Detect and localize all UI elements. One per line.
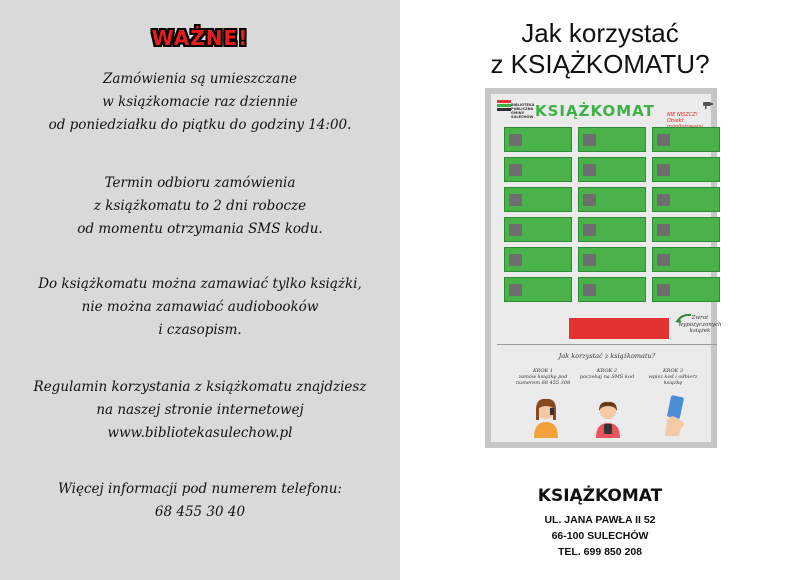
library-logo-text: BIBLIOTEKA PUBLICZNA GMINY SULECHÓW [511, 103, 535, 119]
locker-lock-icon [657, 254, 670, 266]
locker-lock-icon [583, 254, 596, 266]
website-link[interactable]: www.bibliotekasulechow.pl [107, 425, 293, 441]
locker-column [504, 127, 572, 307]
paragraph-orders [0, 68, 400, 137]
phone-number: 68 455 30 40 [154, 504, 246, 520]
locker-cell [504, 247, 572, 272]
step-title: KROK 3 [662, 368, 684, 374]
title-line: z KSIĄŻKOMATU? [490, 49, 710, 79]
bookmat-illustration [485, 88, 722, 448]
paragraph-line: i czasopism. [158, 322, 242, 338]
locker-lock-icon [657, 224, 670, 236]
locker-lock-icon [509, 164, 522, 176]
locker-cell [578, 157, 646, 182]
divider [497, 344, 717, 345]
paragraph-line: nie można zamawiać audiobooków [81, 299, 319, 315]
locker-cell [578, 187, 646, 212]
paragraph-regulations [0, 376, 400, 445]
locker-lock-icon [509, 134, 522, 146]
paragraph-line: z książkomatu to 2 dni robocze [93, 198, 307, 214]
title-line: Jak korzystać [521, 18, 679, 48]
paragraph-books-only [0, 273, 400, 342]
locker-cell [578, 217, 646, 242]
step-title: KROK 2 [596, 368, 618, 374]
important-heading: WAŻNE! [151, 26, 249, 50]
return-slot [569, 318, 669, 339]
address-city: 66-100 SULECHÓW [551, 530, 649, 542]
paragraph-line: od momentu otrzymania SMS kodu. [77, 221, 323, 237]
locker-lock-icon [657, 164, 670, 176]
locker-lock-icon [657, 194, 670, 206]
paragraph-pickup [0, 172, 400, 241]
woman-phone-icon [529, 394, 563, 438]
locker-lock-icon [509, 284, 522, 296]
locker-cell [652, 187, 720, 212]
hand-phone-icon [659, 394, 691, 436]
locker-lock-icon [583, 284, 596, 296]
locker-column [652, 127, 720, 307]
locker-cell [504, 277, 572, 302]
paragraph-line: na naszej stronie internetowej [96, 402, 304, 418]
illustration-panel [400, 0, 800, 580]
locker-cell [504, 127, 572, 152]
return-label: Zwrot wypożyczonych książek [678, 315, 722, 334]
girl-phone-icon [593, 396, 623, 438]
bookmat-brand: KSIĄŻKOMAT [535, 102, 655, 120]
locker-cell [652, 157, 720, 182]
step-1 [513, 368, 573, 386]
how-to-title: Jak korzystać z książkomatu? [558, 352, 656, 360]
step-text: wpisz kod i odbierz książkę [648, 374, 698, 386]
paragraph-line: w książkomacie raz dziennie [102, 94, 298, 110]
warning-label: NIE NISZCZ! Obiekt [667, 112, 698, 124]
bookmat-front [491, 94, 722, 442]
address-street: UL. JANA PAWŁA II 52 [544, 514, 656, 526]
paragraph-line: Zamówienia są umieszczane [102, 71, 298, 87]
locker-lock-icon [583, 224, 596, 236]
step-text: zamów książkę pod numerem 68 455 308 [515, 374, 571, 386]
locker-cell [652, 127, 720, 152]
locker-lock-icon [509, 224, 522, 236]
paragraph-phone [0, 478, 400, 524]
locker-lock-icon [509, 194, 522, 206]
locker-cell [652, 217, 720, 242]
locker-lock-icon [583, 134, 596, 146]
locker-lock-icon [657, 284, 670, 296]
paragraph-line: Regulamin korzystania z książkomatu znajdziesz [33, 379, 367, 395]
paragraph-line: Więcej informacji pod numerem telefonu: [58, 481, 342, 497]
footer-title: KSIĄŻKOMAT [537, 486, 663, 506]
step-3 [643, 368, 703, 386]
paragraph-line: Do książkomatu można zamawiać tylko książki, [38, 276, 362, 292]
step-title: KROK 1 [532, 368, 554, 374]
locker-cell [652, 277, 720, 302]
step-text: poczekaj na SMS kod [579, 374, 635, 380]
locker-cell [578, 277, 646, 302]
locker-lock-icon [583, 164, 596, 176]
locker-cell [504, 157, 572, 182]
camera-icon [702, 100, 714, 110]
page-title [400, 18, 800, 80]
paragraph-line: Termin odbioru zamówienia [104, 175, 296, 191]
locker-lock-icon [657, 134, 670, 146]
step-2 [577, 368, 637, 380]
locker-cell [504, 217, 572, 242]
locker-cell [578, 127, 646, 152]
locker-cell [578, 247, 646, 272]
address-phone: TEL. 699 850 208 [557, 546, 643, 558]
locker-column [578, 127, 646, 307]
locker-cell [504, 187, 572, 212]
paragraph-line: od poniedziałku do piątku do godziny 14:00. [48, 117, 352, 133]
locker-cell [652, 247, 720, 272]
locker-lock-icon [583, 194, 596, 206]
locker-lock-icon [509, 254, 522, 266]
